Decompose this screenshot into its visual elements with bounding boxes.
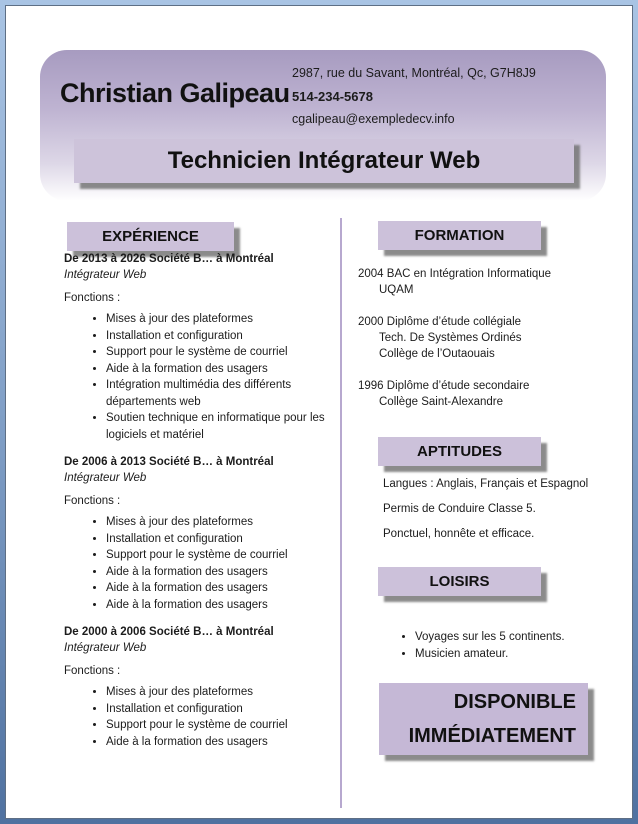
job-period: De 2000 à 2006 Société B… à Montréal	[64, 626, 274, 638]
aptitude-item: Permis de Conduire Classe 5.	[383, 503, 536, 515]
list-item: • Support pour le système de courriel	[106, 547, 328, 564]
formation-line: 1996 Diplôme d’étude secondaire	[358, 380, 530, 392]
list-item: • Voyages sur les 5 continents.	[415, 629, 604, 646]
functions-label: Fonctions :	[64, 292, 121, 304]
list-item: • Mises à jour des plateformes	[106, 684, 328, 701]
aptitude-item: Ponctuel, honnête et efficace.	[383, 528, 535, 540]
cv-page	[5, 5, 633, 819]
experience-entry-3	[64, 624, 328, 750]
functions-list	[64, 514, 328, 613]
formation-line: 2000 Diplôme d’étude collégiale	[358, 316, 522, 328]
functions-label: Fonctions :	[64, 495, 121, 507]
list-item: • Support pour le système de courriel	[106, 717, 328, 734]
address-line: 2987, rue du Savant, Montréal, Qc, G7H8J9	[292, 66, 536, 80]
section-heading-loisirs: LOISIRS	[378, 567, 541, 596]
formation-line: Collège Saint-Alexandre	[379, 396, 504, 408]
list-item: • Soutien technique en informatique pour les logiciels et matériel	[106, 410, 328, 443]
formation-entry-1	[358, 266, 604, 298]
job-title-banner	[74, 139, 574, 183]
right-column	[358, 218, 604, 755]
job-period: De 2006 à 2013 Société B… à Montréal	[64, 456, 274, 468]
list-item: • Aide à la formation des usagers	[106, 734, 328, 751]
formation-line: Tech. De Systèmes Ordinés	[379, 332, 522, 344]
experience-entry-2	[64, 454, 328, 613]
job-role: Intégrateur Web	[64, 642, 147, 654]
candidate-name: Christian Galipeau	[60, 78, 290, 108]
functions-list	[64, 684, 328, 750]
list-item: • Mises à jour des plateformes	[106, 514, 328, 531]
job-title: Technicien Intégrateur Web	[167, 147, 481, 174]
list-item: • Installation et configuration	[106, 531, 328, 548]
email-address: cgalipeau@exempledecv.info	[292, 112, 455, 126]
job-role: Intégrateur Web	[64, 472, 147, 484]
column-divider	[340, 218, 342, 808]
formation-entry-2	[358, 314, 604, 362]
availability-banner	[379, 683, 588, 755]
header-banner	[40, 50, 606, 201]
functions-list	[64, 311, 328, 443]
phone-number: 514-234-5678	[292, 89, 373, 104]
availability-line: DISPONIBLE	[453, 691, 576, 713]
experience-entry-1	[64, 251, 328, 443]
section-heading-experience: EXPÉRIENCE	[67, 222, 234, 251]
loisirs-list	[358, 629, 604, 662]
aptitude-item: Langues : Anglais, Français et Espagnol	[383, 478, 589, 490]
functions-label: Fonctions :	[64, 665, 121, 677]
formation-entry-3	[358, 378, 604, 410]
contact-block	[292, 62, 536, 131]
experience-column	[64, 218, 328, 761]
list-item: • Mises à jour des plateformes	[106, 311, 328, 328]
section-heading-formation: FORMATION	[378, 221, 541, 250]
list-item: • Intégration multimédia des différents départements web	[106, 377, 328, 410]
list-item: • Musicien amateur.	[415, 646, 604, 663]
section-heading-aptitudes: APTITUDES	[378, 437, 541, 466]
list-item: • Aide à la formation des usagers	[106, 580, 328, 597]
formation-line: 2004 BAC en Intégration Informatique	[358, 268, 552, 280]
list-item: • Aide à la formation des usagers	[106, 564, 328, 581]
availability-line: IMMÉDIATEMENT	[408, 725, 576, 747]
list-item: • Support pour le système de courriel	[106, 344, 328, 361]
list-item: • Installation et configuration	[106, 328, 328, 345]
list-item: • Installation et configuration	[106, 701, 328, 718]
job-period: De 2013 à 2026 Société B… à Montréal	[64, 253, 274, 265]
list-item: • Aide à la formation des usagers	[106, 597, 328, 614]
job-role: Intégrateur Web	[64, 269, 147, 281]
formation-line: UQAM	[379, 284, 414, 296]
formation-line: Collège de l’Outaouais	[379, 348, 495, 360]
list-item: • Aide à la formation des usagers	[106, 361, 328, 378]
